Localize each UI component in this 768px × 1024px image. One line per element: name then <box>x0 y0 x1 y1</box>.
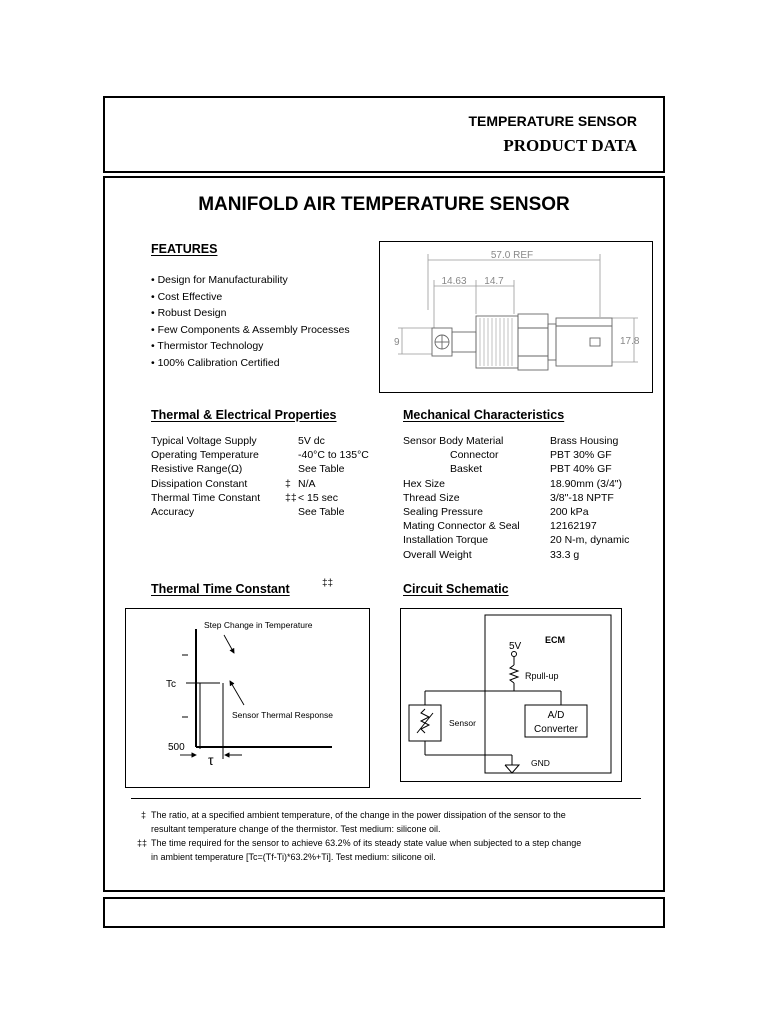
mechanical-row <box>403 477 653 491</box>
thermal-value: See Table <box>298 506 345 519</box>
thermal-row <box>151 434 391 448</box>
dim-right-label: 17.8 <box>620 336 640 347</box>
gnd-label: GND <box>531 758 550 768</box>
mechanical-value: 20 N-m, dynamic <box>550 534 630 547</box>
thermal-label: Resistive Range(Ω) <box>151 463 243 476</box>
step-change-label: Step Change in Temperature <box>204 620 313 630</box>
tc-label: Tc <box>166 679 176 690</box>
mechanical-row <box>403 533 653 547</box>
thermal-row <box>151 448 391 462</box>
mechanical-label: Overall Weight <box>403 548 472 561</box>
mechanical-value: Brass Housing <box>550 435 619 447</box>
thermal-table <box>151 434 391 519</box>
circuit-svg <box>401 609 621 781</box>
mechanical-row <box>403 548 653 562</box>
header-category: TEMPERATURE SENSOR <box>468 113 637 129</box>
features-list <box>151 272 350 371</box>
dim-overall-label: 57.0 REF <box>490 250 534 261</box>
time-constant-heading: Thermal Time Constant <box>151 582 290 596</box>
thermal-value: N/A <box>298 477 316 490</box>
thermal-row <box>151 491 391 505</box>
schematic-heading: Circuit Schematic <box>403 582 509 596</box>
pullup-label: Rpull-up <box>525 671 559 681</box>
mechanical-value: 18.90mm (3/4") <box>550 477 623 490</box>
mechanical-value: PBT 30% GF <box>550 449 612 462</box>
mechanical-row <box>403 519 653 533</box>
thermal-value: See Table <box>298 463 345 476</box>
adc-line2-label: Converter <box>534 724 578 735</box>
mechanical-label: Basket <box>450 463 483 476</box>
mechanical-row <box>403 491 653 505</box>
thermal-mark: ‡‡ <box>285 491 297 504</box>
footnote-mark: ‡ <box>141 810 147 820</box>
dim-a-label: 14.63 <box>441 276 467 287</box>
footnote-divider <box>131 798 641 799</box>
mechanical-value: PBT 40% GF <box>550 463 612 476</box>
thermal-label: Dissipation Constant <box>151 477 248 490</box>
mechanical-label: Mating Connector & Seal <box>403 520 520 533</box>
sensor-drawing-svg <box>380 242 652 392</box>
thermal-mark: ‡ <box>285 477 291 490</box>
thermal-label: Thermal Time Constant <box>151 491 261 504</box>
thermal-value: -40°C to 135°C <box>298 449 369 462</box>
thermal-row <box>151 462 391 476</box>
time-constant-mark: ‡‡ <box>322 578 334 589</box>
footer-box <box>103 897 665 928</box>
mechanical-value: 33.3 g <box>550 548 580 561</box>
footnote-line: The time required for the sensor to achieve 63.2% of its steady state value when subjected to a step change <box>151 838 582 848</box>
header-box <box>103 96 665 173</box>
footnotes <box>137 808 657 864</box>
mechanical-label: Hex Size <box>403 477 446 490</box>
ecm-label: ECM <box>545 635 565 645</box>
thermal-row <box>151 505 391 519</box>
header-doc-type: PRODUCT DATA <box>503 136 637 155</box>
dim-left-label: 9 <box>394 337 400 348</box>
supply-label: 5V <box>509 641 522 652</box>
feature-item: • Few Components & Assembly Processes <box>151 323 350 336</box>
mechanical-table <box>403 434 653 562</box>
sensor-response-label: Sensor Thermal Response <box>232 710 333 720</box>
footnote-mark: ‡‡ <box>137 838 148 848</box>
time-constant-svg <box>126 609 369 787</box>
mechanical-value: 3/8"-18 NPTF <box>550 491 614 504</box>
time-constant-diagram <box>125 608 370 788</box>
value-500-label: 500 <box>168 742 185 753</box>
footnote-line: in ambient temperature [Tc=(Tf-Ti)*63.2%+Ti]. Test medium: silicone oil. <box>151 852 436 862</box>
sensor-drawing <box>379 241 653 393</box>
feature-item: • Robust Design <box>151 307 227 319</box>
feature-item: • Cost Effective <box>151 290 223 303</box>
feature-item: • Thermistor Technology <box>151 340 264 352</box>
sensor-label: Sensor <box>449 718 476 728</box>
mechanical-row <box>403 462 653 476</box>
content-box <box>103 176 665 892</box>
tau-label: τ <box>208 752 214 768</box>
mechanical-label: Connector <box>450 449 499 462</box>
mechanical-heading: Mechanical Characteristics <box>403 408 565 422</box>
mechanical-label: Thread Size <box>403 491 460 504</box>
thermal-label: Typical Voltage Supply <box>151 435 257 447</box>
circuit-schematic <box>400 608 622 782</box>
thermal-heading: Thermal & Electrical Properties <box>151 408 337 422</box>
mechanical-label: Sensor Body Material <box>403 435 504 447</box>
feature-item: • 100% Calibration Certified <box>151 356 280 369</box>
footnote <box>137 836 657 864</box>
adc-line1-label: A/D <box>547 710 565 721</box>
mechanical-row <box>403 434 653 448</box>
footnote <box>137 808 657 836</box>
mechanical-row <box>403 505 653 519</box>
thermal-value: 5V dc <box>298 435 325 447</box>
footnote-line: The ratio, at a specified ambient temperature, of the change in the power dissipation of the sensor to the <box>151 810 566 820</box>
thermal-label: Operating Temperature <box>151 449 259 462</box>
mechanical-value: 12162197 <box>550 520 597 533</box>
thermal-label: Accuracy <box>151 506 195 519</box>
mechanical-label: Sealing Pressure <box>403 506 483 519</box>
mechanical-label: Installation Torque <box>403 534 489 547</box>
features-heading: FEATURES <box>151 242 218 256</box>
mechanical-value: 200 kPa <box>550 506 589 519</box>
feature-item: • Design for Manufacturability <box>151 274 288 286</box>
thermal-row <box>151 477 391 491</box>
dim-b-label: 14.7 <box>484 276 504 287</box>
page-title: MANIFOLD AIR TEMPERATURE SENSOR <box>198 194 570 215</box>
footnote-line: resultant temperature change of the thermistor. Test medium: silicone oil. <box>151 824 441 834</box>
thermal-value: < 15 sec <box>298 491 338 504</box>
mechanical-row <box>403 448 653 462</box>
